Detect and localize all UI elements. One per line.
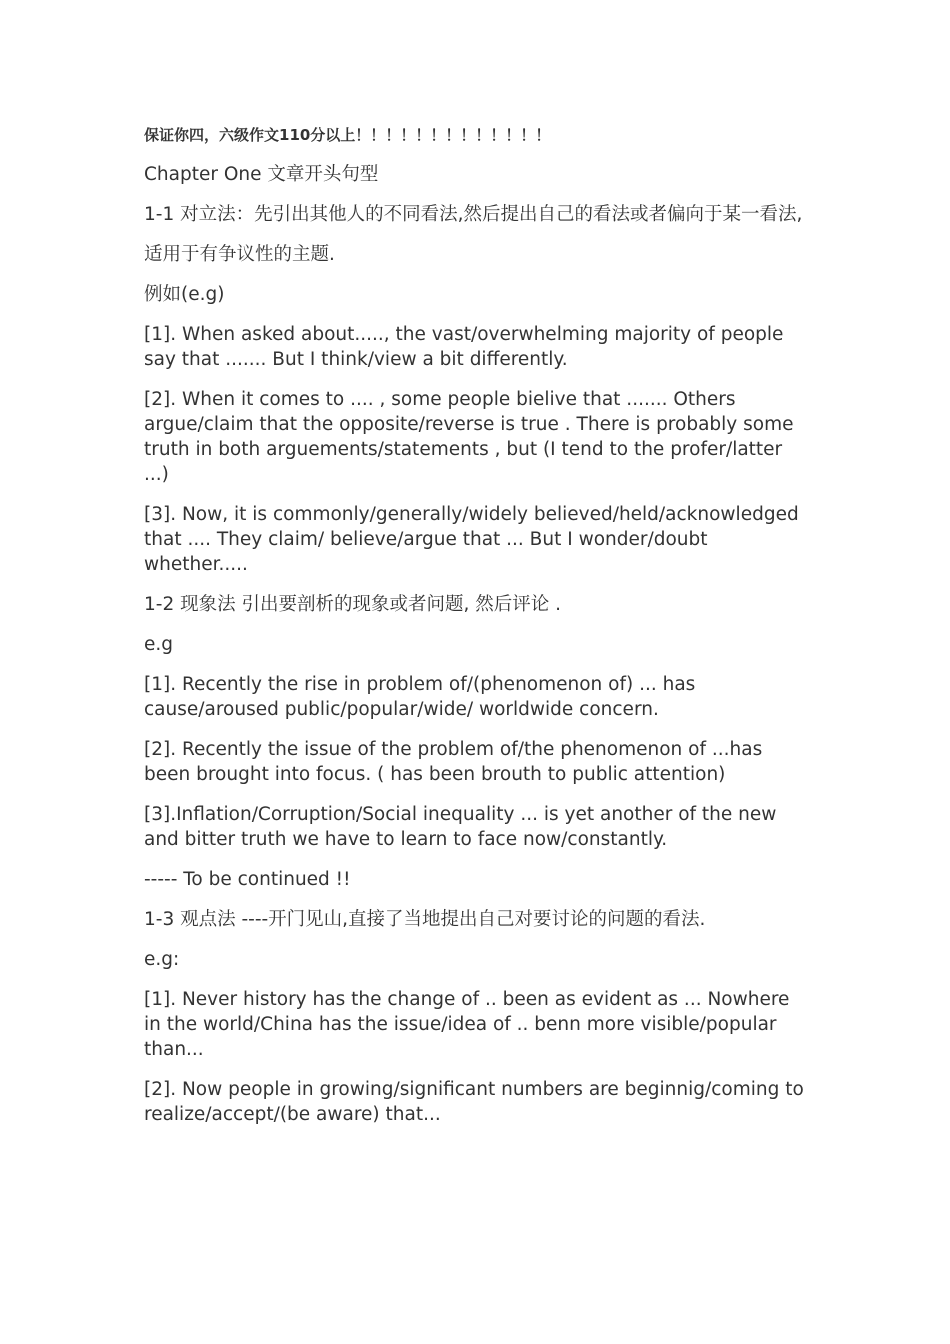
section-1-1-intro: 1-1 对立法：先引出其他人的不同看法,然后提出自己的看法或者偏向于某一看法,	[144, 204, 803, 225]
section-1-2-example-2: [2]. Recently the issue of the problem of/the phenomenon of ...has been brought into focus. ( has been brouth to public attention)	[144, 739, 763, 785]
section-1-1-example-3: [3]. Now, it is commonly/generally/widely believed/held/acknowledged that .... They claim/ believe/argue that ... But I wonder/doubt whether.....	[144, 504, 799, 575]
document-body	[144, 122, 810, 1142]
chapter-heading: Chapter One 文章开头句型	[144, 164, 379, 185]
section-1-3-example-2: [2]. Now people in growing/significant numbers are beginnig/coming to realize/accept/(be aware) that...	[144, 1079, 804, 1125]
section-1-1-usage: 适用于有争议性的主题.	[144, 244, 335, 265]
section-1-3-example-1: [1]. Never history has the change of .. been as evident as ... Nowhere in the world/China has the issue/idea of .. benn more visible/popular than...	[144, 989, 790, 1060]
section-1-3-example-label: e.g:	[144, 949, 180, 970]
to-be-continued-note: ----- To be continued !!	[144, 869, 351, 890]
section-1-1-example-label: 例如(e.g)	[144, 284, 225, 305]
section-1-2-example-label: e.g	[144, 634, 174, 655]
section-1-3-intro: 1-3 观点法 ----开门见山,直接了当地提出自己对要讨论的问题的看法.	[144, 909, 706, 930]
section-1-2-example-1: [1]. Recently the rise in problem of/(phenomenon of) ... has cause/aroused public/popular/wide/ worldwide concern.	[144, 674, 696, 720]
section-1-1-example-1: [1]. When asked about....., the vast/overwhelming majority of people say that ....... But I think/view a bit differently.	[144, 324, 784, 370]
section-1-1-example-2: [2]. When it comes to .... , some people bielive that ....... Others argue/claim that the opposite/reverse is true . There is probably some truth in both arguements/statements , but (I tend to the profer/latter ...)	[144, 389, 794, 485]
section-1-2-intro: 1-2 现象法 引出要剖析的现象或者问题, 然后评论 .	[144, 594, 562, 615]
document-title: 保证你四，六级作文110分以上！！！！！！！！！！！！！	[144, 126, 551, 144]
section-1-2-example-3: [3].Inflation/Corruption/Social inequality ... is yet another of the new and bitter truth we have to learn to face now/constantly.	[144, 804, 777, 850]
